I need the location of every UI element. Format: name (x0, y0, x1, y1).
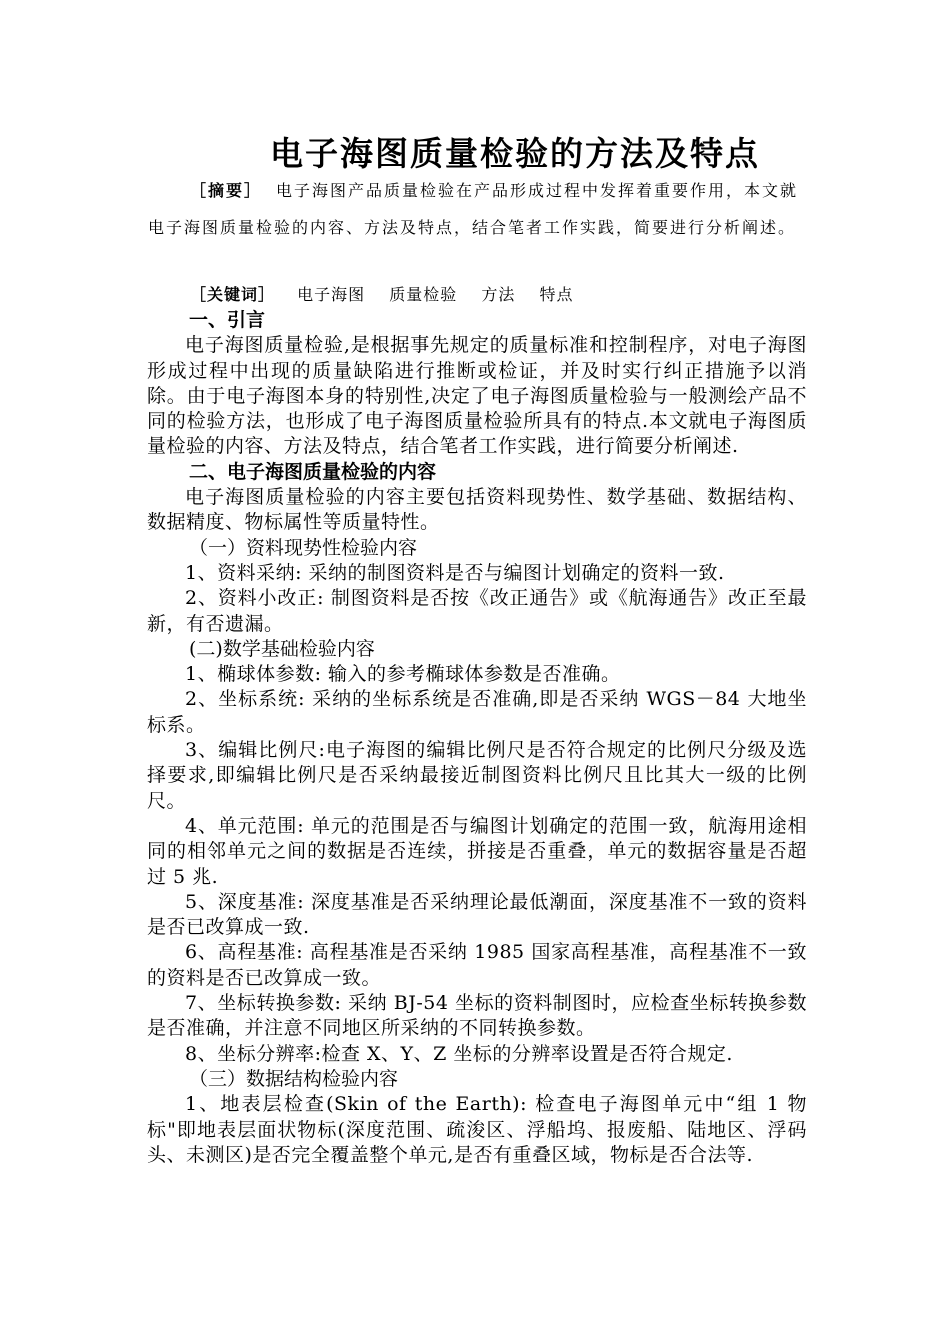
keyword-term: 特点 (539, 285, 574, 304)
list-item: 1、地表层检查(Skin of the Earth): 检查电子海图单元中“组 1 物标"即地表层面状物标(深度范围、疏浚区、浮船坞、报废船、陆地区、浮码头、未测区)是否完全覆盖整个单元,是否有重叠区域，物标是否合法等. (147, 1093, 807, 1166)
list-item: 2、坐标系统: 采纳的坐标系统是否准确,即是否采纳 WGS－84 大地坐标系。 (147, 688, 807, 736)
list-item: 3、编辑比例尺:电子海图的编辑比例尺是否符合规定的比例尺分级及选择要求,即编辑比例尺是否采纳最接近制图资料比例尺且比其大一级的比例尺。 (147, 739, 807, 812)
list-item: 1、资料采纳: 采纳的制图资料是否与编图计划确定的资料一致. (185, 561, 725, 584)
paragraph: 电子海图质量检验,是根据事先规定的质量标准和控制程序，对电子海图形成过程中出现的质量缺陷进行推断或检证，并及时实行纠正措施予以消除。由于电子海图本身的特别性,决定了电子海图质量检验与一般测绘产品不同的检验方法，也形成了电子海图质量检验所具有的特点.本文就电子海图质量检验的内容、方法及特点，结合笔者工作实践，进行简要分析阐述. (147, 334, 807, 458)
section-heading: 一、引言 (189, 309, 266, 331)
keywords (190, 282, 591, 305)
list-item: 5、深度基准: 深度基准是否采纳理论最低潮面，深度基准不一致的资料是否已改算成一致. (147, 890, 807, 939)
keywords-label: ［关键词］ (190, 285, 276, 304)
list-item: 8、坐标分辨率:检查 X、Y、Z 坐标的分辨率设置是否符合规定. (185, 1042, 733, 1065)
document-body (147, 308, 807, 1168)
abstract (148, 172, 808, 246)
keyword-term: 质量检验 (389, 285, 458, 304)
list-item: 6、高程基准: 高程基准是否采纳 1985 国家高程基准，高程基准不一致的资料是否已改算成一致。 (147, 941, 807, 989)
list-item: 1、椭球体参数: 输入的参考椭球体参数是否准确。 (185, 663, 621, 686)
keyword-term: 方法 (481, 285, 516, 304)
list-item: 4、单元范围: 单元的范围是否与编图计划确定的范围一致，航海用途相同的相邻单元之间的数据是否连续，拼接是否重叠，单元的数据容量是否超过 5 兆. (147, 814, 807, 888)
subsection-heading: （三）数据结构检验内容 (189, 1067, 399, 1090)
document-title: 电子海图质量检验的方法及特点 (270, 134, 760, 173)
keyword-term: 电子海图 (297, 285, 366, 304)
list-item: 7、坐标转换参数: 采纳 BJ-54 坐标的资料制图时，应检查坐标转换参数是否准确，并注意不同地区所采纳的不同转换参数。 (147, 992, 807, 1040)
abstract-label: ［摘要］ (190, 181, 263, 200)
subsection-heading: （一）资料现势性检验内容 (189, 536, 418, 559)
section-heading: 二、电子海图质量检验的内容 (189, 460, 437, 483)
paragraph: 电子海图质量检验的内容主要包括资料现势性、数学基础、数据结构、数据精度、物标属性等质量特性。 (147, 486, 807, 534)
list-item: 2、资料小改正: 制图资料是否按《改正通告》或《航海通告》改正至最新，有否遗漏。 (147, 587, 807, 635)
subsection-heading: (二)数学基础检验内容 (189, 637, 375, 660)
abstract-text: 电子海图产品质量检验在产品形成过程中发挥着重要作用，本文就电子海图质量检验的内容、方法及特点，结合笔者工作实践，简要进行分析阐述。 (148, 181, 799, 237)
